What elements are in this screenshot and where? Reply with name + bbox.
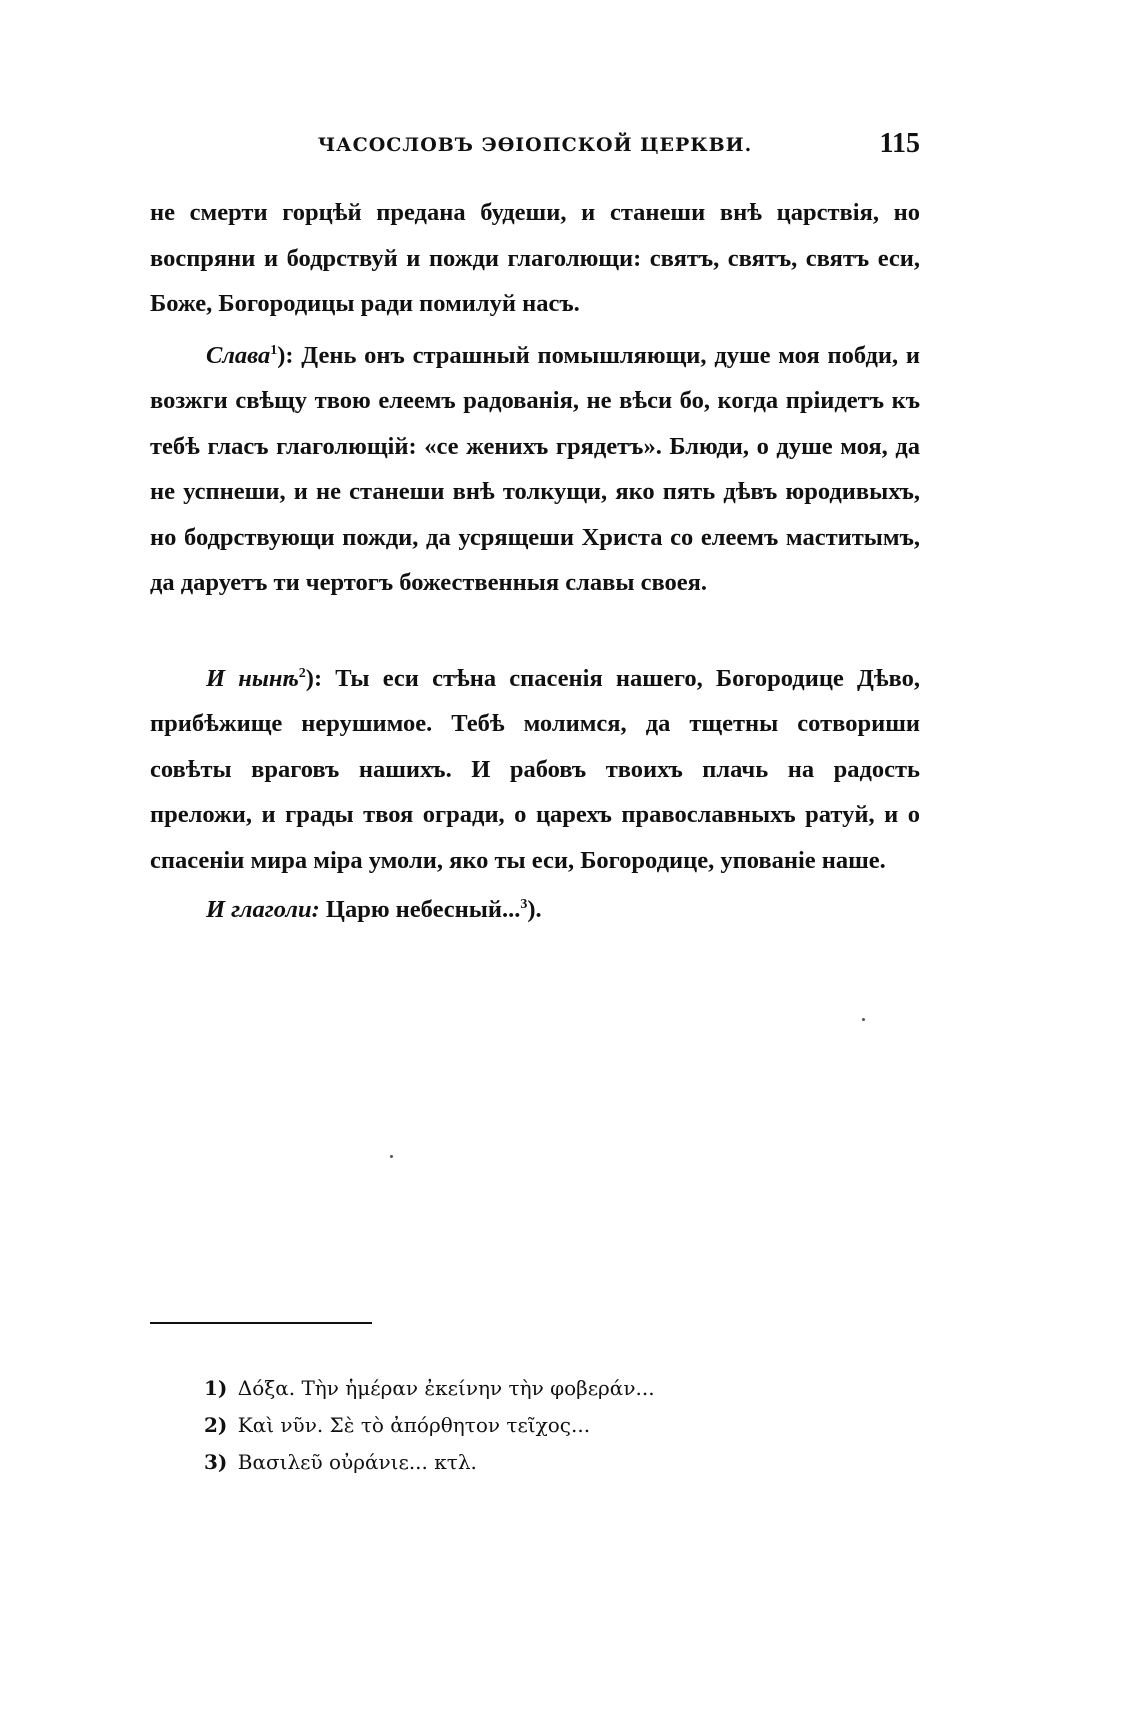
paragraph-i-nyne bbox=[150, 656, 920, 884]
running-title: ЧАСОСЛОВЪ ЭѲІОПСКОЙ ЦЕРКВИ. bbox=[317, 134, 753, 156]
page-number: 115 bbox=[879, 128, 920, 159]
print-speck bbox=[390, 1155, 393, 1158]
paragraph-text: ): День онъ страшный помышляющи, душе моя побди, и возжги свѣщу твою елеемъ радованія, не вѣси бо, когда пріидетъ къ тебѣ гласъ глаголющій: «се женихъ грядетъ». Блюди, о душе моя, да не успнеши, и не станеши внѣ толкущи, яко пять дѣвъ юродивыхъ, но бодрствующи пожди, да усрящеши Христа со елеемъ маститымъ, да даруетъ ти чертогъ божественныя славы своея. bbox=[150, 341, 920, 596]
print-speck bbox=[862, 1018, 865, 1021]
footnote-ref: 3 bbox=[520, 896, 528, 912]
paragraph-slava bbox=[150, 333, 920, 606]
footnote-text: Δόξα. Τὴν ἡμέραν ἐκείνην τὴν φοβεράν... bbox=[237, 1376, 655, 1400]
paragraph-continuation bbox=[150, 190, 920, 327]
paragraph-lead: Слава bbox=[206, 341, 271, 369]
footnote-mark: 1) bbox=[204, 1376, 228, 1400]
footnote-mark: 2) bbox=[204, 1413, 228, 1437]
page-header bbox=[150, 128, 920, 168]
body-text bbox=[150, 190, 920, 933]
paragraph-text: Царю небесный... bbox=[319, 896, 521, 923]
paragraph-lead: И нынѣ bbox=[206, 664, 299, 692]
paragraph-text: ): Ты еси стѣна спасенія нашего, Богородице Дѣво, прибѣжище нерушимое. Тебѣ молимся, да тщетны сотвориши совѣты враговъ нашихъ. И рабовъ твоихъ плачь на радость преложи, и грады твоя огради, о царехъ православныхъ ратуй, и о спасеніи мира міра умоли, яко ты еси, Богородице, упованіе наше. bbox=[150, 664, 920, 874]
paragraph-trail: ). bbox=[527, 896, 542, 923]
footnotes bbox=[204, 1370, 924, 1481]
footnote-ref: 1 bbox=[270, 342, 278, 358]
footnote-text: Βασιλεῦ οὐράνιε... κτλ. bbox=[237, 1450, 477, 1474]
paragraph-i-glagoli bbox=[150, 887, 920, 933]
footnote-mark: 3) bbox=[204, 1450, 228, 1474]
footnote-item bbox=[204, 1370, 924, 1407]
footnote-separator bbox=[150, 1322, 372, 1324]
footnote-item bbox=[204, 1444, 924, 1481]
paragraph-text: не смерти горцѣй предана будеши, и станеши внѣ царствія, но воспряни и бодрствуй и пожди глаголющи: святъ, святъ, святъ еси, Боже, Богородицы ради помилуй насъ. bbox=[150, 199, 920, 317]
footnote-item bbox=[204, 1407, 924, 1444]
footnote-ref: 2 bbox=[298, 665, 306, 681]
paragraph-lead: И глаголи: bbox=[206, 896, 320, 923]
footnote-text: Καὶ νῦν. Σὲ τὸ ἀπόρθητον τεῖχος... bbox=[237, 1413, 591, 1437]
